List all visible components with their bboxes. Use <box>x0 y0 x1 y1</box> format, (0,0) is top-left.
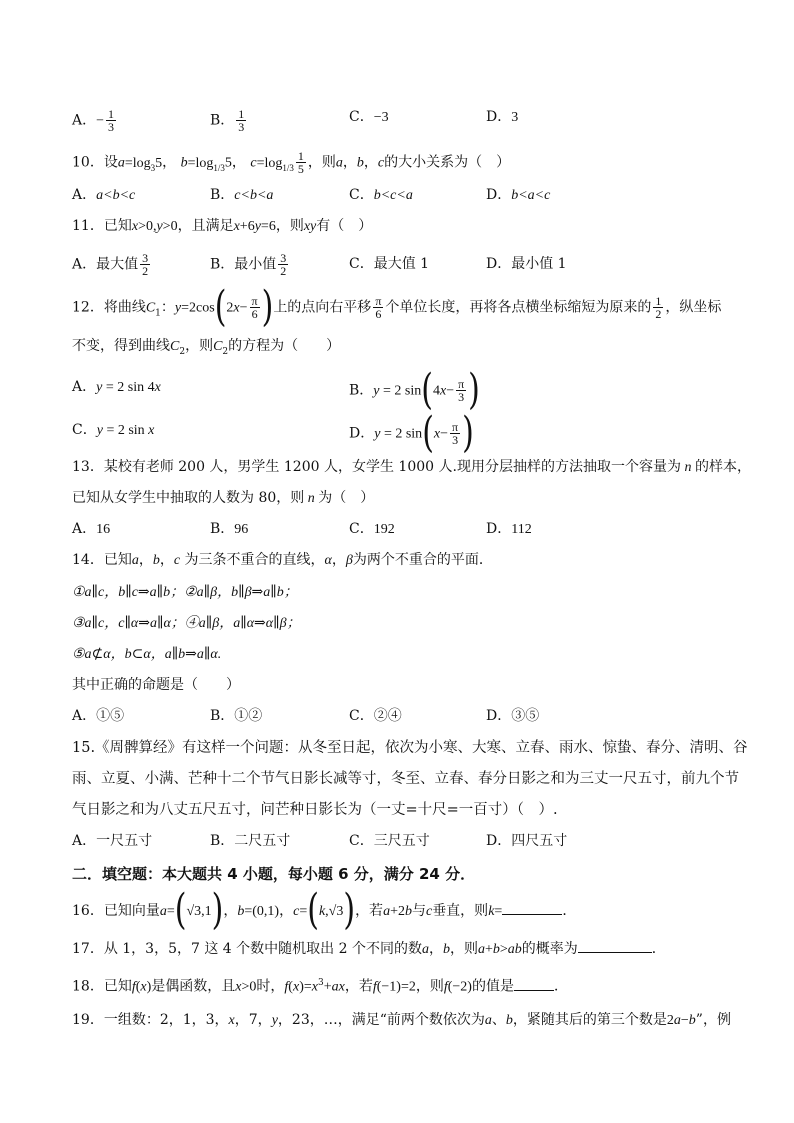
q14-item-3: ⑤a⊄α，b⊂α，a∥b⇒a∥α. <box>72 647 222 662</box>
q15-option-d: D．四尺五寸 <box>486 833 568 849</box>
q10-option-c: C．b<c<a <box>349 187 413 203</box>
q11-option-a: A．最大值 $\frac{3}{2}$ <box>72 251 149 278</box>
q13-option-d: D．112 <box>486 521 532 537</box>
q14-item-2: ③a∥c，c∥α⇒a∥α；④a∥β，a∥α⇒α∥β； <box>72 616 301 631</box>
q14-option-b: B．①② <box>210 708 263 724</box>
q14-question: 其中正确的命题是（ ） <box>72 677 240 693</box>
q15-option-b: B．二尺五寸 <box>210 833 291 849</box>
q15-line2: 雨、立夏、小满、芒种十二个节气日影长减等寸，冬至、立春、春分日影之和为三丈一尺五寸，前九个节 <box>72 771 739 787</box>
q12-option-c: C．y = 2 sin x <box>72 422 155 438</box>
q14-option-a: A．①⑤ <box>72 708 125 724</box>
q13-stem-line1: 13．某校有老师 200 人，男学生 1200 人，女学生 1000 人.现用分层抽样的方法抽取一个容量为 n 的样本， <box>72 459 751 475</box>
q14-item-1: ①a∥c，b∥c⇒a∥b；②a∥β，b∥β⇒a∥b； <box>72 585 298 600</box>
q14-stem: 14．已知a，b，c 为三条不重合的直线，α，β为两个不重合的平面． <box>72 552 493 568</box>
q9-option-d: D．3 <box>486 109 519 125</box>
q15-line1: 15.《周髀算经》有这样一个问题：从冬至日起，依次为小寒、大寒、立春、雨水、惊蛰、春分、清明、谷 <box>72 740 748 756</box>
q11-stem: 11．已知x>0,y>0，且满足x+6y=6，则xy有（ ） <box>72 218 373 234</box>
q19-stem: 19．一组数：2，1，3，x，7，y，23，…，满足“前两个数依次为a、b，紧随其后的第三个数是2a−b”，例 <box>72 1012 731 1028</box>
q15-option-a: A．一尺五寸 <box>72 833 153 849</box>
q10-option-d: D．b<a<c <box>486 187 551 203</box>
q11-option-b: B．最小值 $\frac{3}{2}$ <box>210 251 287 278</box>
q9-option-b: B． $\frac{1}{3}$ <box>210 107 245 134</box>
q16-stem: 16．已知向量a=(√3,1)，b=(0,1)，c=(k,√3)，若a+2b与c垂直，则k= ． <box>72 885 577 935</box>
q10-option-b: B．c<b<a <box>210 187 274 203</box>
q18-stem: 18．已知f(x)是偶函数，且x>0时，$f(x)=x^3+ax$，若f(−1)=2，则f(−2)的值是 ． <box>72 974 568 997</box>
q12-option-d: D．y = 2 sin(x− $\frac{\pi}{3}$ ) <box>349 408 474 458</box>
q12-option-a: A．y = 2 sin 4x <box>72 379 161 395</box>
q13-stem-line2: 已知从女学生中抽取的人数为 80，则 n 为（ ） <box>72 490 375 506</box>
q17-stem: 17．从 1，3，5，7 这 4 个数中随机取出 2 个不同的数a，b，则a+b>ab的概率为 ． <box>72 938 666 959</box>
q9-option-c: C．−3 <box>349 109 389 125</box>
q12-stem-line1: 12．将曲线$C_1$：y=2cos(2x− $\frac{\pi}{6}$ )上的点向右平移 $\frac{\pi}{6}$ 个单位长度，再将各点横坐标缩短为原来的 $\frac{1}{2}$ ，纵坐标 <box>72 282 722 332</box>
q10-stem: 10．设$a=\log_35$， $b=\log_{1/3}5$， $c=\log_{1/3}$ $\frac{1}{5}$ ，则a，b，c的大小关系为（ ） <box>72 149 511 176</box>
q12-stem-line2: 不变，得到曲线$C_2$，则$C_2$的方程为（ ） <box>72 338 341 357</box>
q12-option-b: B．y = 2 sin(4x− $\frac{\pi}{3}$ ) <box>349 365 480 415</box>
q14-option-d: D．③⑤ <box>486 708 540 724</box>
q15-option-c: C．三尺五寸 <box>349 833 430 849</box>
q11-option-c: C．最大值 1 <box>349 256 430 272</box>
q13-option-c: C．192 <box>349 521 395 537</box>
q10-option-a: A．a<b<c <box>72 187 136 203</box>
q13-option-a: A．16 <box>72 521 111 537</box>
q9-option-a: A．− $\frac{1}{3}$ <box>72 107 115 134</box>
section-heading-fill-in: 二．填空题：本大题共 4 小题，每小题 6 分，满分 24 分． <box>72 865 476 883</box>
q14-option-c: C．②④ <box>349 708 402 724</box>
q11-option-d: D．最小值 1 <box>486 256 567 272</box>
q13-option-b: B．96 <box>210 521 249 537</box>
q15-line3: 气日影之和为八丈五尺五寸，问芒种日影长为（一丈=十尺=一百寸）（ ）. <box>72 802 558 818</box>
